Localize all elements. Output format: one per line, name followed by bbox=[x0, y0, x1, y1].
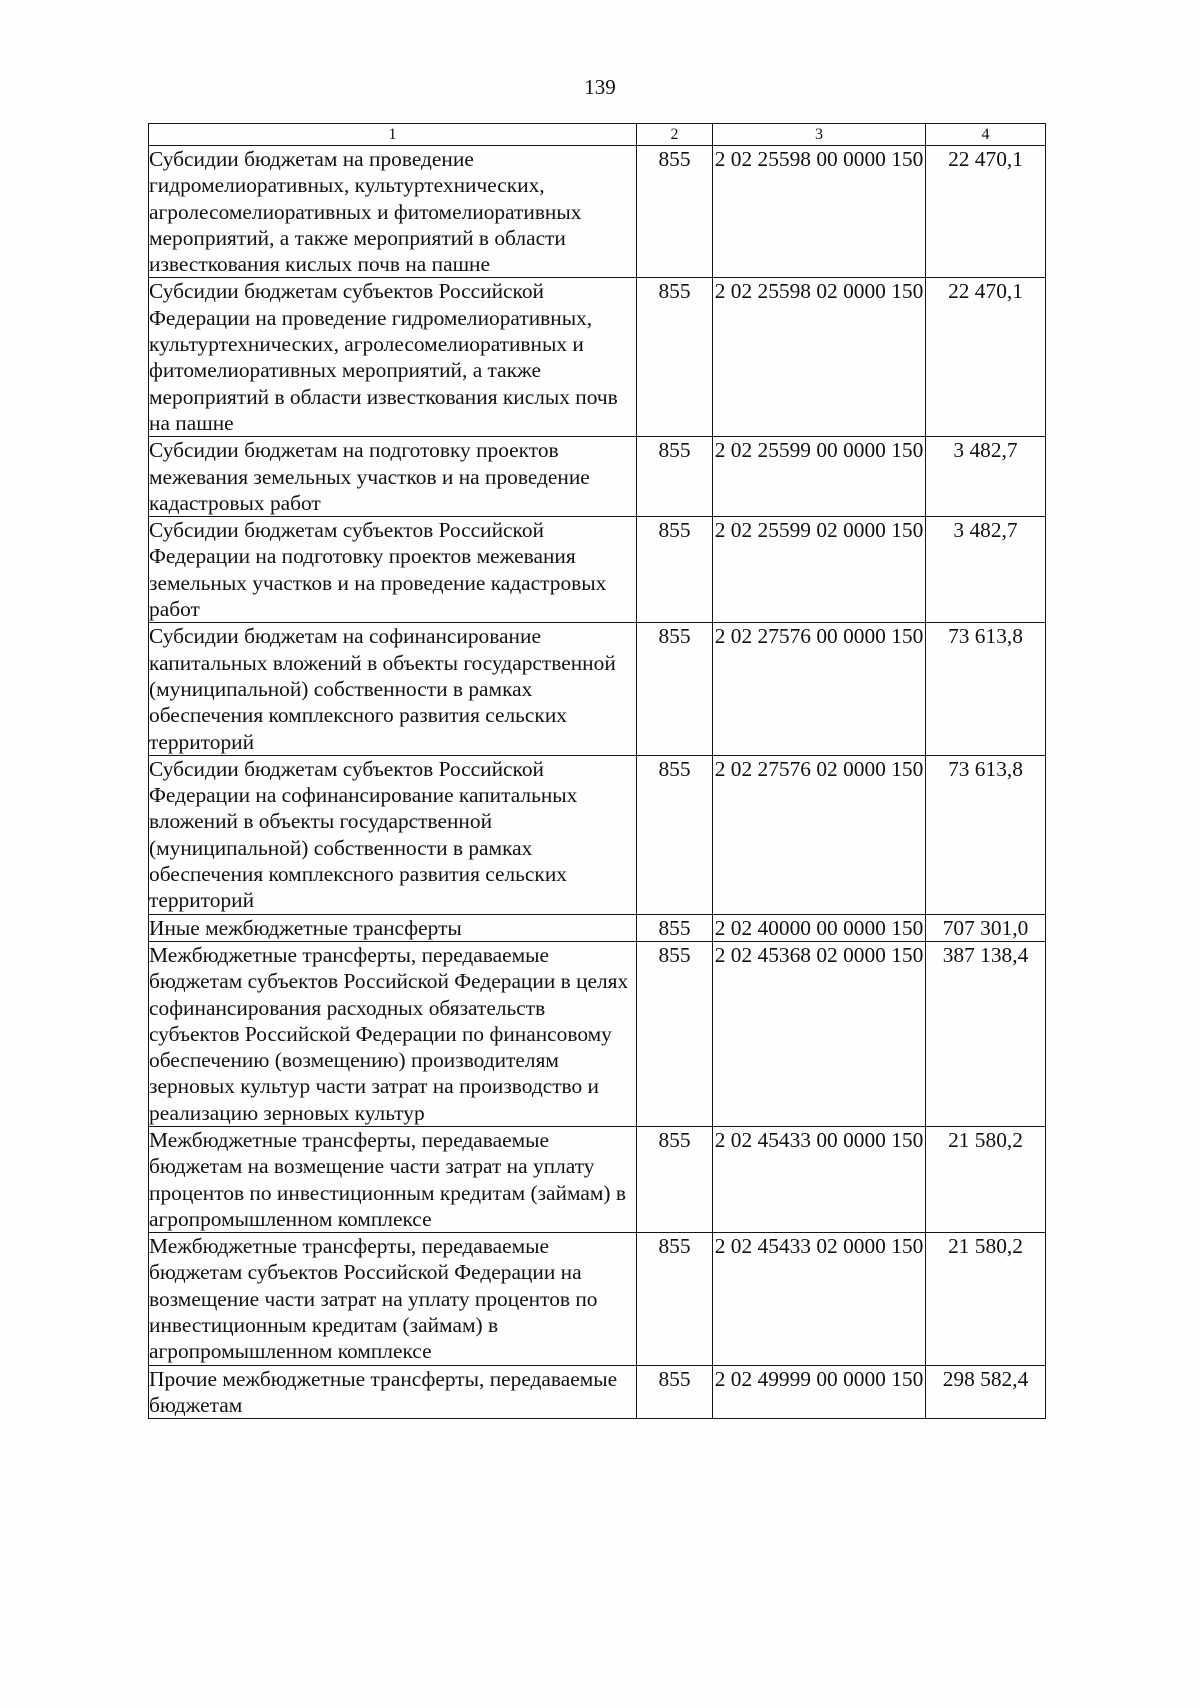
item-name: Межбюджетные трансферты, передаваемые бюджетам на возмещение части затрат на уплату процентов по инвестиционным кредитам (займам) в агропромышленном комплексе bbox=[149, 1126, 637, 1232]
table-row bbox=[149, 755, 1046, 914]
budget-table bbox=[148, 123, 1046, 1419]
table-row bbox=[149, 278, 1046, 437]
budget-classification-code: 2 02 25598 00 0000 150 bbox=[713, 146, 926, 278]
item-name: Межбюджетные трансферты, передаваемые бюджетам субъектов Российской Федерации в целях софинансирования расходных обязательств субъектов Российской Федерации по финансовому обеспечению (возмещению) производителям зерновых культур части затрат на производство и реализацию зерновых культур bbox=[149, 941, 637, 1126]
budget-classification-code: 2 02 25599 00 0000 150 bbox=[713, 437, 926, 517]
item-name: Межбюджетные трансферты, передаваемые бюджетам субъектов Российской Федерации на возмещение части затрат на уплату процентов по инвестиционным кредитам (займам) в агропромышленном комплексе bbox=[149, 1233, 637, 1365]
column-header-2: 2 bbox=[637, 124, 713, 146]
table-row bbox=[149, 941, 1046, 1126]
item-name: Субсидии бюджетам на проведение гидромелиоративных, культуртехнических, агролесомелиоративных и фитомелиоративных мероприятий, а также мероприятий в области известкования кислых почв на пашне bbox=[149, 146, 637, 278]
column-header-3: 3 bbox=[713, 124, 926, 146]
amount: 3 482,7 bbox=[926, 437, 1046, 517]
budget-classification-code: 2 02 27576 00 0000 150 bbox=[713, 623, 926, 755]
table-row bbox=[149, 914, 1046, 941]
budget-classification-code: 2 02 25598 02 0000 150 bbox=[713, 278, 926, 437]
admin-code: 855 bbox=[637, 1233, 713, 1365]
admin-code: 855 bbox=[637, 941, 713, 1126]
column-header-1: 1 bbox=[149, 124, 637, 146]
item-name: Иные межбюджетные трансферты bbox=[149, 914, 637, 941]
budget-classification-code: 2 02 40000 00 0000 150 bbox=[713, 914, 926, 941]
admin-code: 855 bbox=[637, 146, 713, 278]
budget-classification-code: 2 02 45433 02 0000 150 bbox=[713, 1233, 926, 1365]
admin-code: 855 bbox=[637, 1126, 713, 1232]
table-header-row bbox=[149, 124, 1046, 146]
amount: 73 613,8 bbox=[926, 623, 1046, 755]
page-number: 139 bbox=[584, 75, 616, 99]
amount: 3 482,7 bbox=[926, 517, 1046, 623]
item-name: Субсидии бюджетам субъектов Российской Федерации на софинансирование капитальных вложений в объекты государственной (муниципальной) собственности в рамках обеспечения комплексного развития сельских территорий bbox=[149, 755, 637, 914]
table-row bbox=[149, 1365, 1046, 1419]
table-row bbox=[149, 437, 1046, 517]
admin-code: 855 bbox=[637, 1365, 713, 1419]
amount: 73 613,8 bbox=[926, 755, 1046, 914]
budget-classification-code: 2 02 45368 02 0000 150 bbox=[713, 941, 926, 1126]
amount: 22 470,1 bbox=[926, 278, 1046, 437]
column-header-4: 4 bbox=[926, 124, 1046, 146]
budget-classification-code: 2 02 45433 00 0000 150 bbox=[713, 1126, 926, 1232]
amount: 298 582,4 bbox=[926, 1365, 1046, 1419]
amount: 22 470,1 bbox=[926, 146, 1046, 278]
table-row bbox=[149, 623, 1046, 755]
table-row bbox=[149, 1126, 1046, 1232]
item-name: Субсидии бюджетам на софинансирование капитальных вложений в объекты государственной (муниципальной) собственности в рамках обеспечения комплексного развития сельских территорий bbox=[149, 623, 637, 755]
amount: 387 138,4 bbox=[926, 941, 1046, 1126]
admin-code: 855 bbox=[637, 517, 713, 623]
amount: 707 301,0 bbox=[926, 914, 1046, 941]
item-name: Субсидии бюджетам субъектов Российской Федерации на подготовку проектов межевания земельных участков и на проведение кадастровых работ bbox=[149, 517, 637, 623]
admin-code: 855 bbox=[637, 755, 713, 914]
amount: 21 580,2 bbox=[926, 1126, 1046, 1232]
budget-classification-code: 2 02 49999 00 0000 150 bbox=[713, 1365, 926, 1419]
budget-classification-code: 2 02 27576 02 0000 150 bbox=[713, 755, 926, 914]
admin-code: 855 bbox=[637, 278, 713, 437]
table-row bbox=[149, 146, 1046, 278]
admin-code: 855 bbox=[637, 437, 713, 517]
item-name: Прочие межбюджетные трансферты, передаваемые бюджетам bbox=[149, 1365, 637, 1419]
admin-code: 855 bbox=[637, 623, 713, 755]
amount: 21 580,2 bbox=[926, 1233, 1046, 1365]
table-row bbox=[149, 517, 1046, 623]
table-row bbox=[149, 1233, 1046, 1365]
admin-code: 855 bbox=[637, 914, 713, 941]
item-name: Субсидии бюджетам субъектов Российской Федерации на проведение гидромелиоративных, культуртехнических, агролесомелиоративных и фитомелиоративных мероприятий, а также мероприятий в области известкования кислых почв на пашне bbox=[149, 278, 637, 437]
budget-classification-code: 2 02 25599 02 0000 150 bbox=[713, 517, 926, 623]
item-name: Субсидии бюджетам на подготовку проектов межевания земельных участков и на проведение кадастровых работ bbox=[149, 437, 637, 517]
